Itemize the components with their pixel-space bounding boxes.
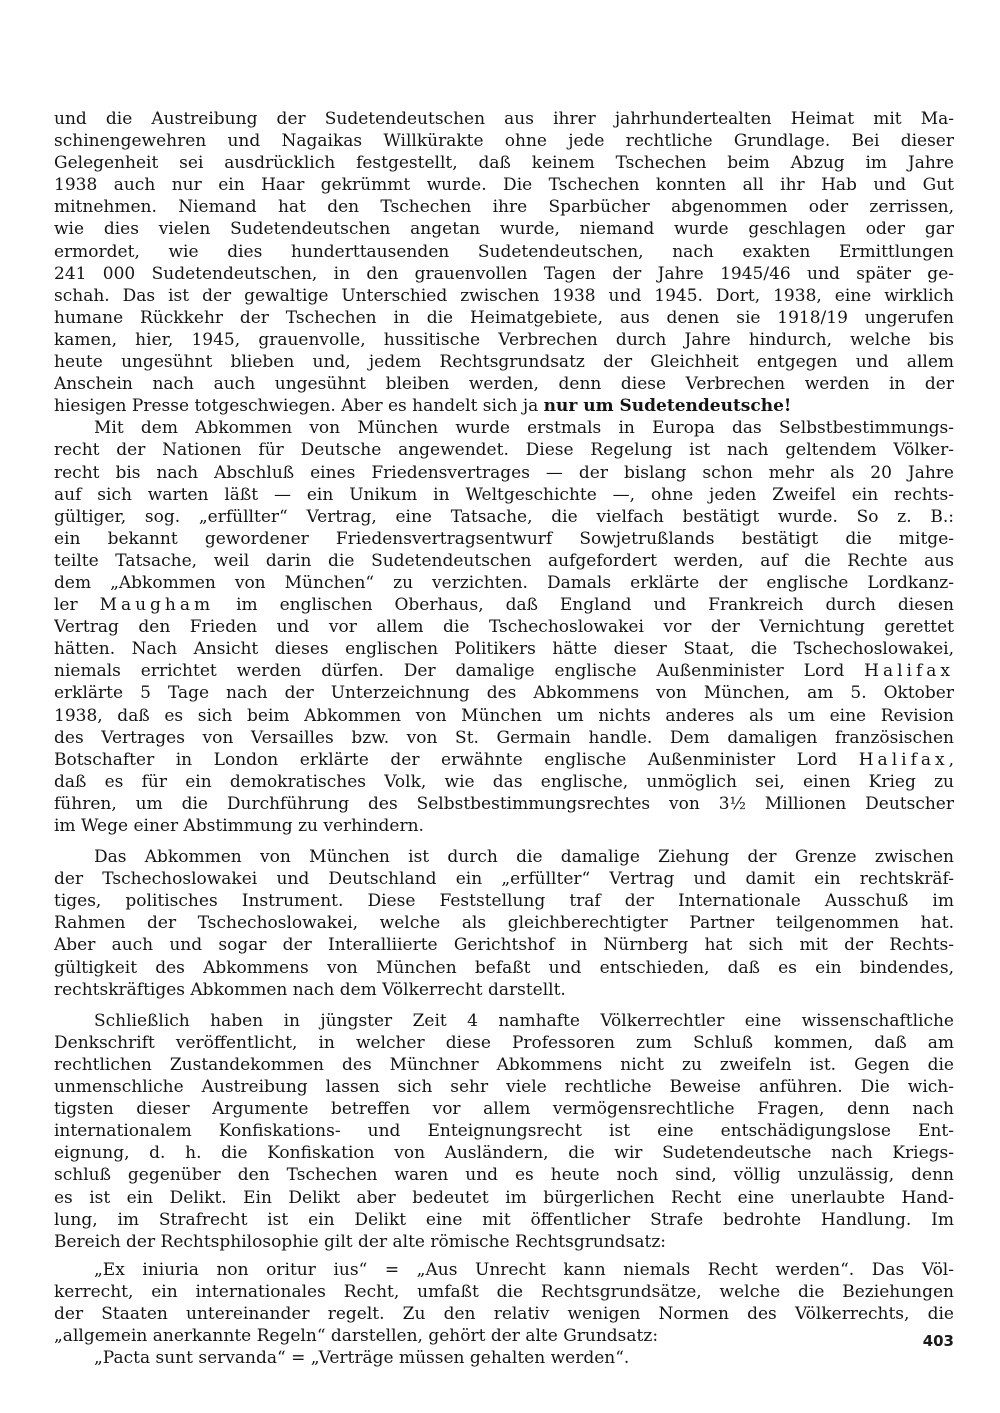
text-line: „Pacta sunt servanda“ = „Verträge müssen gehalten werden“. (94, 1348, 630, 1369)
text-line: heute ungesühnt blieben und, jedem Rechtsgrundsatz der Gleichheit entgegen und allem (54, 352, 954, 373)
text-line: mitnehmen. Niemand hat den Tschechen ihre Sparbücher abgenommen oder zerrissen, (54, 197, 954, 218)
text-line: 1938 auch nur ein Haar gekrümmt wurde. Die Tschechen konnten all ihr Hab und Gut (54, 175, 954, 196)
text-fragment: Botschafter in London erklärte der erwähnte englische Außenminister Lord (54, 749, 859, 770)
person-name-halifax: Halifax (858, 749, 949, 770)
text-line: Das Abkommen von München ist durch die damalige Ziehung der Grenze zwischen (94, 847, 954, 868)
text-fragment: , (948, 749, 954, 770)
text-line: internationalem Konfiskations- und Enteignungsrecht ist eine entschädigungslose Ent- (54, 1121, 954, 1142)
text-line: rechtlichen Zustandekommen des Münchner Abkommens nicht zu zweifeln ist. Gegen die (54, 1054, 954, 1075)
text-line: es ist ein Delikt. Ein Delikt aber bedeutet im bürgerlichen Recht eine unerlaubte Hand- (54, 1187, 954, 1208)
text-fragment: hiesigen Presse totgeschwiegen. Aber es handelt sich ja (54, 396, 544, 417)
text-line: dem „Abkommen von München“ zu verzichten. Damals erklärte der englische Lordkanz- (54, 572, 954, 593)
paragraph-spacer (54, 1001, 954, 1010)
text-line: humane Rückkehr der Tschechen in die Heimatgebiete, aus denen sie 1918/19 ungerufen (54, 307, 954, 328)
text-line: teilte Tatsache, weil darin die Sudetendeutschen aufgefordert werden, auf die Rechte aus (54, 550, 954, 571)
text-line: gültigkeit des Abkommens von München befaßt und entschieden, daß es ein bindendes, (54, 957, 954, 978)
text-line: „allgemein anerkannte Regeln“ darstellen, gehört der alte Grundsatz: (54, 1326, 659, 1347)
text-line: führen, um die Durchführung des Selbstbestimmungsrechtes von 3½ Millionen Deutscher (54, 793, 954, 814)
text-line: Rahmen der Tschechoslowakei, welche als gleichberechtigter Partner teilgenommen hat. (54, 913, 954, 934)
text-line: schinengewehren und Nagaikas Willkürakte ohne jede rechtliche Grundlage. Bei dieser (54, 131, 954, 152)
text-line: auf sich warten läßt — ein Unikum in Weltgeschichte —, ohne jeden Zweifel ein rechts- (54, 484, 954, 505)
text-line: 1938, daß es sich beim Abkommen von München um nichts anderes als um eine Revision (54, 705, 954, 726)
text-line: recht der Nationen für Deutsche angewendet. Diese Regelung ist nach geltendem Völker- (54, 440, 954, 461)
text-line: lung, im Strafrecht ist ein Delikt eine mit öffentlicher Strafe bedrohte Handlung. Im (54, 1209, 954, 1230)
person-name-halifax: Halifax (864, 661, 954, 682)
text-line: kerrecht, ein internationales Recht, umfaßt die Rechtsgrundsätze, welche die Beziehungen (54, 1281, 954, 1302)
paragraph-6 (54, 1347, 954, 1369)
text-line: und die Austreibung der Sudetendeutschen aus ihrer jahrhundertealten Heimat mit Ma- (54, 109, 954, 129)
text-fragment: ler (54, 595, 100, 616)
text-line: Anschein nach auch ungesühnt bleiben werden, denn diese Verbrechen werden in der (54, 374, 954, 395)
paragraph-4 (54, 1010, 954, 1253)
text-line: Schließlich haben in jüngster Zeit 4 namhafte Völkerrechtler eine wissenschaftliche (94, 1010, 954, 1031)
text-line: Aber auch und sogar der Interalliierte Gerichtshof in Nürnberg hat sich mit der Rechts- (54, 935, 954, 956)
text-line: erklärte 5 Tage nach der Unterzeichnung des Abkommens von München, am 5. Oktober (54, 683, 954, 704)
text-line: im Wege einer Abstimmung zu verhindern. (54, 816, 424, 836)
document-page (54, 108, 954, 1369)
text-line: „Ex iniuria non oritur ius“ = „Aus Unrecht kann niemals Recht werden“. Das Völ- (94, 1259, 954, 1280)
page-number: 403 (922, 1332, 954, 1350)
text-line: Bereich der Rechtsphilosophie gilt der alte römische Rechtsgrundsatz: (54, 1231, 666, 1252)
text-line: tiges, politisches Instrument. Diese Feststellung traf der Internationale Ausschuß im (54, 891, 954, 912)
paragraph-spacer (54, 837, 954, 846)
text-fragment: im englischen Oberhaus, daß England und Frankreich durch diesen (214, 595, 954, 616)
text-line: der Tschechoslowakei und Deutschland ein „erfüllter“ Vertrag und damit ein rechtskräf- (54, 869, 954, 890)
text-line (54, 395, 954, 417)
text-line: 241 000 Sudetendeutschen, in den grauenvollen Tagen der Jahre 1945/46 und später ge- (54, 263, 954, 284)
text-line (54, 594, 954, 616)
text-line: unmenschliche Austreibung lassen sich sehr viele rechtliche Beweise anführen. Die wich- (54, 1077, 954, 1098)
text-line: ein bekannt gewordener Friedensvertragsentwurf Sowjetrußlands bestätigt die mitge- (54, 528, 954, 549)
text-line: des Vertrages von Versailles bzw. von St. Germain handle. Dem damaligen französischen (54, 727, 954, 748)
text-line: schah. Das ist der gewaltige Unterschied zwischen 1938 und 1945. Dort, 1938, eine wirklich (54, 285, 954, 306)
text-line: Vertrag den Frieden und vor allem die Tschechoslowakei vor der Vernichtung gerettet (54, 617, 954, 638)
text-line: tigsten dieser Argumente betreffen vor allem vermögensrechtliche Fragen, denn nach (54, 1099, 954, 1120)
paragraph-2 (54, 417, 954, 837)
text-line: Denkschrift veröffentlicht, in welcher diese Professoren zum Schluß kommen, daß am (54, 1032, 954, 1053)
text-line (54, 660, 954, 682)
text-line: hätten. Nach Ansicht dieses englischen Politikers hätte dieser Staat, die Tschechoslowakei, (54, 639, 954, 660)
paragraph-3 (54, 846, 954, 1001)
text-line: wie dies vielen Sudetendeutschen angetan wurde, niemand wurde geschlagen oder gar (54, 219, 954, 240)
text-line: ermordet, wie dies hunderttausenden Sudetendeutschen, nach exakten Ermittlungen (54, 241, 954, 262)
text-line (54, 749, 954, 771)
text-line: daß es für ein demokratisches Volk, wie das englische, unmöglich sei, einen Krieg zu (54, 771, 954, 792)
paragraph-1 (54, 108, 954, 417)
text-line: Gelegenheit sei ausdrücklich festgestellt, daß keinem Tschechen beim Abzug im Jahre (54, 153, 954, 174)
text-line: rechtskräftiges Abkommen nach dem Völkerrecht darstellt. (54, 979, 566, 1000)
emphasis-text: nur um Sudetendeutsche! (543, 396, 792, 417)
text-line: schluß gegenüber den Tschechen waren und es heute noch sind, völlig unzulässig, denn (54, 1165, 954, 1186)
person-name-maugham: Maugham (99, 595, 215, 616)
text-line: der Staaten untereinander regelt. Zu den relativ wenigen Normen des Völkerrechts, die (54, 1303, 954, 1324)
paragraph-5 (54, 1259, 954, 1347)
text-fragment: niemals errichtet werden dürfen. Der damalige englische Außenminister Lord (54, 661, 865, 682)
text-line: eignung, d. h. die Konfiskation von Ausländern, die wir Sudetendeutsche nach Kriegs- (54, 1143, 954, 1164)
text-line: Mit dem Abkommen von München wurde erstmals in Europa das Selbstbestimmungs- (94, 418, 954, 439)
text-line: recht bis nach Abschluß eines Friedensvertrages — der bislang schon mehr als 20 Jahre (54, 462, 954, 483)
text-line: gültiger, sog. „erfüllter“ Vertrag, eine Tatsache, die vielfach bestätigt wurde. So z. B.: (54, 506, 954, 527)
text-line: kamen, hier, 1945, grauenvolle, hussitische Verbrechen durch Jahre hindurch, welche bis (54, 329, 954, 350)
